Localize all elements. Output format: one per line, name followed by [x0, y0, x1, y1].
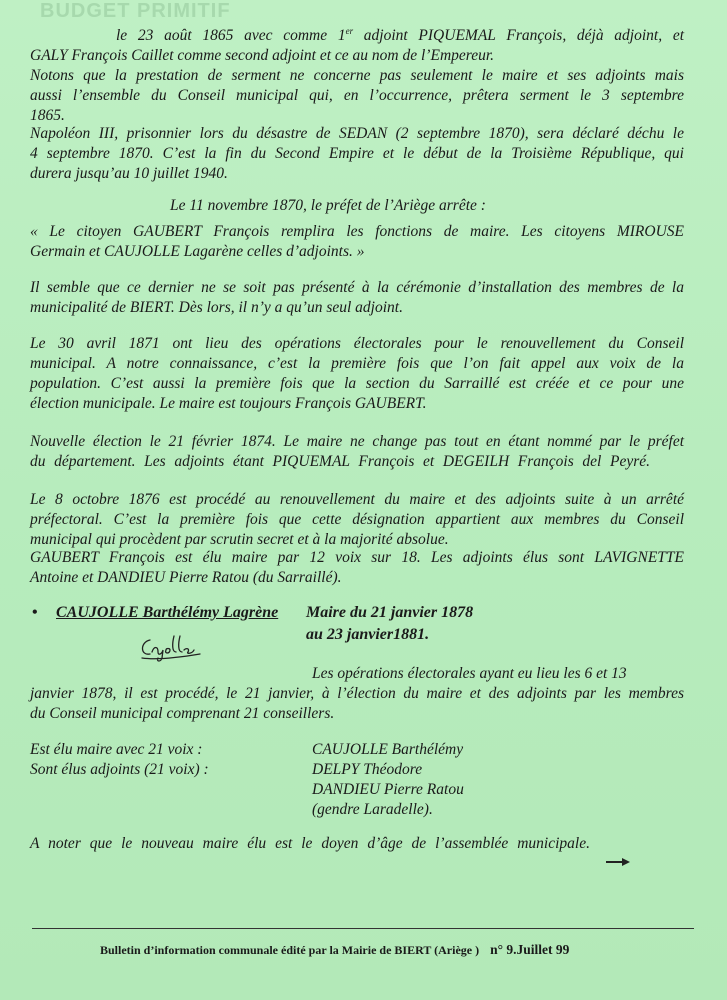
elected-mayor-label: Est élu maire avec 21 voix : [30, 741, 203, 758]
text-line: municipal qui procèdent par scrutin secret et à la majorité absolue. [30, 531, 449, 548]
text-line: 4 septembre 1870. C’est la fin du Second Empire et le début de la Troisième République, qui [30, 145, 684, 162]
text-line: le 23 août 1865 avec comme 1er adjoint PIQUEMAL François, déjà adjoint, et [116, 25, 685, 44]
bleed-through-watermark: BUDGET PRIMITIF [40, 0, 231, 22]
mandate-end: au 23 janvier1881. [306, 626, 430, 643]
text-line: du département. Les adjoints étant PIQUEMAL François et DEGEILH François del Peyré. [30, 453, 650, 470]
text-line: janvier 1878, il est procédé, le 21 janvier, à l’élection du maire et des adjoints par les membres [30, 685, 684, 702]
footer-issue: n° 9.Juillet 99 [490, 942, 570, 957]
text-line: Nouvelle élection le 21 février 1874. Le maire ne change pas tout en étant nommé par le préfet [30, 433, 684, 450]
text-line: aussi l’ensemble du Conseil municipal qui, en l’occurrence, prêtera serment le 3 septembre [30, 87, 684, 104]
continue-arrow-icon [606, 858, 630, 866]
text-line: Antoine et DANDIEU Pierre Ratou (du Sarraillé). [30, 569, 342, 586]
text-line: Le 8 octobre 1876 est procédé au renouvellement du maire et des adjoints suite à un arrêté [30, 491, 684, 508]
elected-name-3: DANDIEU Pierre Ratou [312, 781, 464, 798]
elected-name-note: (gendre Laradelle). [312, 801, 433, 818]
text-line: Le 30 avril 1871 ont lieu des opérations électorales pour le renouvellement du Conseil [30, 335, 684, 352]
footer-publisher: Bulletin d’information communale édité par la Mairie de BIERT (Ariège ) [100, 943, 480, 957]
text-line: élection municipale. Le maire est toujours François GAUBERT. [30, 395, 427, 412]
text-line: GAUBERT François est élu maire par 12 voix sur 18. Les adjoints élus sont LAVIGNETTE [30, 549, 684, 566]
text-line: du Conseil municipal comprenant 21 conseillers. [30, 705, 335, 722]
text-line: municipal. A notre connaissance, c’est la première fois que l’on fait appel aux voix de la [30, 355, 684, 372]
text-line: Germain et CAUJOLLE Lagarène celles d’adjoints. » [30, 243, 365, 260]
signature-image [136, 630, 208, 664]
text-line: A noter que le nouveau maire élu est le doyen d’âge de l’assemblée municipale. [30, 835, 590, 852]
bullet-icon: • [32, 604, 38, 621]
text-line: GALY François Caillet comme second adjoint et ce au nom de l’Empereur. [30, 47, 495, 64]
text-line: « Le citoyen GAUBERT François remplira les fonctions de maire. Les citoyens MIROUSE [30, 223, 684, 240]
text-line: municipalité de BIERT. Dès lors, il n’y a qu’un seul adjoint. [30, 299, 403, 316]
text-line: Notons que la prestation de serment ne concerne pas seulement le maire et ses adjoints mais [30, 67, 684, 84]
elected-name-1: CAUJOLLE Barthélémy [312, 741, 464, 758]
text-line: Il semble que ce dernier ne se soit pas présenté à la cérémonie d’installation des membres de la [30, 279, 684, 296]
text-line: préfectoral. C’est la première fois que cette désignation appartient aux membres du Conseil [30, 511, 684, 528]
elected-name-2: DELPY Théodore [312, 761, 423, 778]
footer [100, 942, 569, 958]
elected-adjoints-label: Sont élus adjoints (21 voix) : [30, 761, 209, 778]
footer-divider [32, 928, 694, 929]
text-line: durera jusqu’au 10 juillet 1940. [30, 165, 228, 182]
text-line: Le 11 novembre 1870, le préfet de l’Ariège arrête : [170, 197, 486, 214]
text-line: Les opérations électorales ayant eu lieu les 6 et 13 [312, 665, 627, 682]
text-line: 1865. [30, 107, 65, 124]
mandate-start: Maire du 21 janvier 1878 [306, 604, 474, 621]
mayor-name: CAUJOLLE Barthélémy Lagrène [56, 604, 279, 621]
text-line: population. C’est aussi la première fois que la section du Sarraillé est créée et ce pour une [30, 375, 684, 392]
text-line: Napoléon III, prisonnier lors du désastre de SEDAN (2 septembre 1870), sera déclaré déchu le [30, 125, 684, 142]
